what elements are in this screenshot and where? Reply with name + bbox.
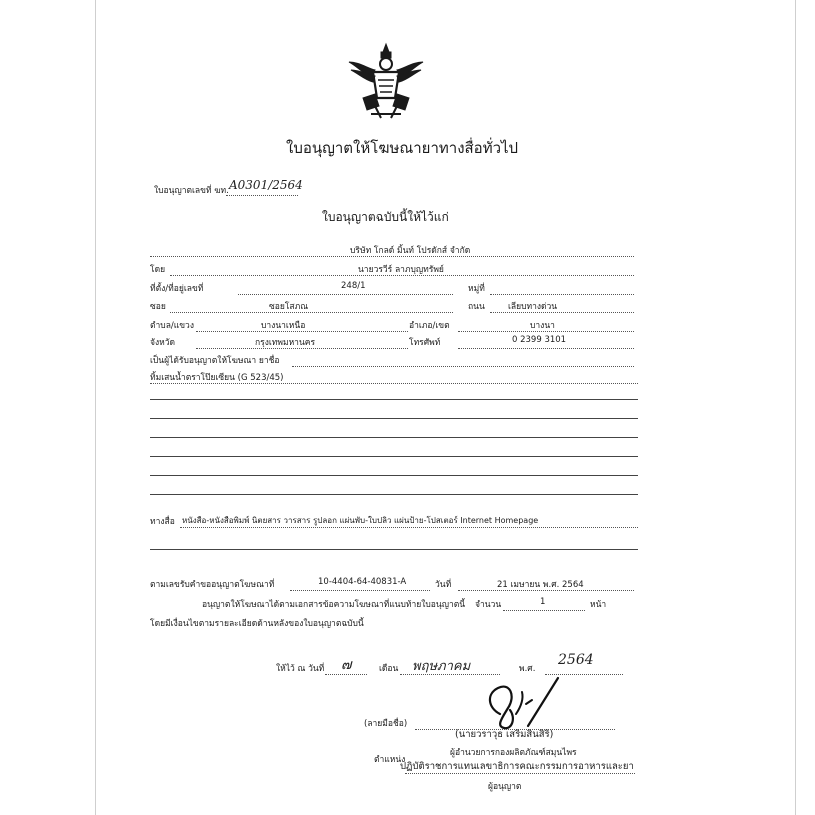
road-label: ถนน xyxy=(468,302,485,312)
given-day-underline xyxy=(325,674,367,675)
license-no-underline xyxy=(226,195,298,196)
moo-underline xyxy=(490,294,634,295)
garuda-emblem-icon xyxy=(345,40,427,120)
license-no-label: ใบอนุญาตเลขที่ ฆท. xyxy=(154,186,229,196)
given-month: พฤษภาคม xyxy=(412,659,471,674)
phone-value: 0 2399 3101 xyxy=(512,335,567,345)
drug-underline-2 xyxy=(150,383,638,384)
request-underline xyxy=(290,590,430,591)
house-no-label: ที่ตั้ง/ที่อยู่เลขที่ xyxy=(150,284,204,294)
province-underline xyxy=(196,348,408,349)
position-line2: ปฏิบัติราชการแทนเลขาธิการคณะกรรมการอาหารและยา xyxy=(400,761,634,772)
blank-line xyxy=(150,399,638,400)
attachment-unit: หน้า xyxy=(590,600,607,610)
given-year: 2564 xyxy=(558,652,594,668)
conditions-text: โดยมีเงื่อนไขตามรายละเอียดด้านหลังของใบอนุญาตฉบับนี้ xyxy=(150,619,364,629)
road-underline xyxy=(490,312,634,313)
subdistrict-value: บางนาเหนือ xyxy=(261,321,306,331)
province-value: กรุงเทพมหานคร xyxy=(255,338,316,348)
request-date-value: 21 เมษายน พ.ศ. 2564 xyxy=(497,580,584,590)
phone-label: โทรศัพท์ xyxy=(409,338,441,348)
license-no-value: A0301/2564 xyxy=(229,178,303,192)
given-month-label: เดือน xyxy=(379,664,399,674)
request-date-label: วันที่ xyxy=(435,580,452,590)
drug-underline-1 xyxy=(292,366,634,367)
drug-line1: เป็นผู้ได้รับอนุญาตให้โฆษณา ยาชื่อ xyxy=(150,356,280,366)
position-underline xyxy=(405,773,635,774)
soi-value: ซอยโสภณ xyxy=(269,302,309,312)
blank-line xyxy=(150,549,638,550)
moo-label: หมู่ที่ xyxy=(468,284,485,294)
district-underline xyxy=(458,331,634,332)
attachment-count-underline xyxy=(503,610,585,611)
by-value: นายวรวีร์ ลาภบุญทรัพย์ xyxy=(358,265,444,275)
blank-line xyxy=(150,456,638,457)
house-no-underline xyxy=(238,294,453,295)
position-line1: ผู้อำนวยการกองผลิตภัณฑ์สมุนไพร xyxy=(450,748,577,758)
house-no-value: 248/1 xyxy=(341,281,366,291)
district-value: บางนา xyxy=(530,321,555,331)
road-value: เลียบทางด่วน xyxy=(508,302,558,312)
soi-underline xyxy=(170,312,453,313)
signatory-role: ผู้อนุญาต xyxy=(488,782,522,792)
blank-line xyxy=(150,418,638,419)
signature-label: (ลายมือชื่อ) xyxy=(364,719,408,729)
page-border-left xyxy=(95,0,96,815)
subdistrict-label: ตำบล/แขวง xyxy=(150,321,194,331)
province-label: จังหวัด xyxy=(150,338,176,348)
signatory-name: (นายวราวุธ เสริมสินสิริ) xyxy=(455,729,554,740)
media-underline xyxy=(180,527,638,528)
attachment-count-value: 1 xyxy=(540,597,546,607)
request-value: 10-4404-64-40831-A xyxy=(318,577,407,587)
soi-label: ซอย xyxy=(150,302,166,312)
phone-underline xyxy=(458,348,634,349)
company-name: บริษัท โกลด์ มิ้นท์ โปรดักส์ จำกัด xyxy=(350,246,471,256)
request-date-underline xyxy=(458,590,634,591)
given-year-label: พ.ศ. xyxy=(519,664,536,674)
blank-line xyxy=(150,494,638,495)
attachment-text: อนุญาตให้โฆษณาได้ตามเอกสารข้อความโฆษณาที่แนบท้ายใบอนุญาตนี้ xyxy=(202,600,466,610)
media-value: หนังสือ-หนังสือพิมพ์ นิตยสาร วารสาร รูปลอก แผ่นพับ-ใบปลิว แผ่นป้าย-โปสเตอร์ Internet Homepage xyxy=(182,516,539,525)
blank-line xyxy=(150,475,638,476)
document-title: ใบอนุญาตให้โฆษณายาทางสื่อทั่วไป xyxy=(286,139,519,157)
issued-to-heading: ใบอนุญาตฉบับนี้ให้ไว้แก่ xyxy=(322,210,449,224)
by-underline xyxy=(170,275,634,276)
given-label: ให้ไว้ ณ วันที่ xyxy=(276,664,325,674)
media-label: ทางสื่อ xyxy=(150,517,175,527)
drug-name: ทิ้มเสนน้ำตราโป๊ยเซียน (G 523/45) xyxy=(150,373,284,383)
subdistrict-underline xyxy=(196,331,408,332)
position-label: ตำแหน่ง xyxy=(374,755,406,765)
district-label: อำเภอ/เขต xyxy=(409,321,450,331)
request-label: ตามเลขรับคำขออนุญาตโฆษณาที่ xyxy=(150,580,275,590)
blank-line xyxy=(150,437,638,438)
by-label: โดย xyxy=(150,265,166,275)
attachment-count-label: จำนวน xyxy=(475,600,502,610)
page-border-right xyxy=(795,0,796,815)
given-day: ๗ xyxy=(341,657,352,673)
company-underline xyxy=(150,256,634,257)
